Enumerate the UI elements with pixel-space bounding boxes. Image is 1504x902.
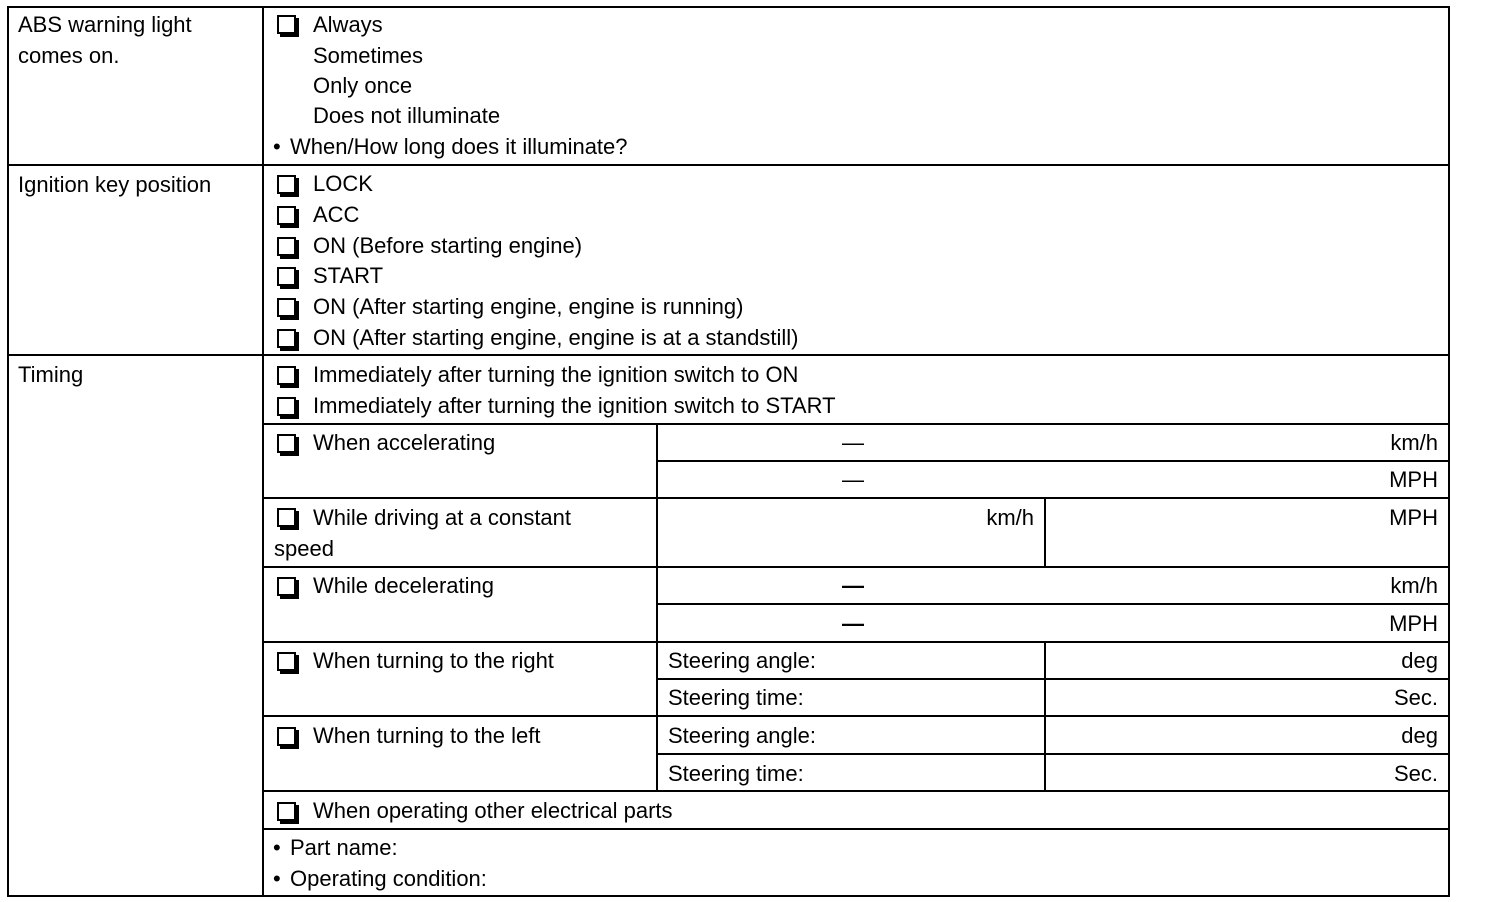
- option-on-before-start: ON (Before starting engine): [313, 233, 583, 258]
- option-turn-right: When turning to the right: [313, 648, 554, 673]
- operating-condition-field: Operating condition:: [290, 866, 487, 891]
- option-always: Always: [313, 12, 383, 37]
- turn-left-time-label: Steering time:: [668, 761, 804, 786]
- row-divider: [656, 603, 1450, 605]
- row-divider: [262, 497, 1450, 499]
- checkbox-on-before-start[interactable]: [277, 237, 296, 256]
- border-right: [1448, 6, 1450, 897]
- decelerating-mph-unit: MPH: [1389, 611, 1438, 636]
- option-after-ignition-on: Immediately after turning the ignition switch to ON: [313, 362, 799, 387]
- option-only-once: Only once: [313, 73, 413, 98]
- accelerating-mph-dash: —: [842, 467, 864, 492]
- turn-right-angle-unit: deg: [1401, 648, 1438, 673]
- turn-left-angle-label: Steering angle:: [668, 723, 816, 748]
- border-left: [7, 6, 9, 897]
- checkbox-turn-left[interactable]: [277, 727, 296, 746]
- border-top: [7, 6, 1450, 8]
- option-on-engine-standstill: ON (After starting engine, engine is at a standstill): [313, 325, 799, 350]
- turn-left-time-unit: Sec.: [1393, 761, 1438, 786]
- constant-speed-mph-unit: MPH: [1389, 505, 1438, 530]
- condition-column-divider: [656, 423, 658, 792]
- option-start: START: [313, 263, 384, 288]
- row-divider: [656, 678, 1450, 680]
- constant-speed-kmh-unit: km/h: [986, 505, 1034, 530]
- section-divider: [7, 354, 1450, 356]
- checkbox-acc[interactable]: [277, 206, 296, 225]
- turn-right-time-label: Steering time:: [668, 685, 804, 710]
- checkbox-accelerating[interactable]: [277, 434, 296, 453]
- option-constant-speed-line1: While driving at a constant: [313, 505, 572, 530]
- checkbox-after-ignition-start[interactable]: [277, 397, 296, 416]
- accelerating-mph-unit: MPH: [1389, 467, 1438, 492]
- illumination-question: When/How long does it illuminate?: [290, 134, 628, 159]
- checkbox-on-engine-standstill[interactable]: [277, 329, 296, 348]
- part-name-field: Part name:: [290, 835, 398, 860]
- decelerating-mph-dash: —: [842, 611, 864, 636]
- row-divider: [262, 423, 1450, 425]
- option-does-not-illuminate: Does not illuminate: [313, 103, 501, 128]
- value-column-divider: [1044, 641, 1046, 792]
- abs-label-line2: comes on.: [18, 43, 120, 68]
- option-sometimes: Sometimes: [313, 43, 424, 68]
- option-constant-speed-line2: speed: [274, 536, 334, 561]
- row-divider: [262, 790, 1450, 792]
- checkbox-always[interactable]: [277, 15, 296, 34]
- label-column-divider: [262, 6, 264, 897]
- option-turn-left: When turning to the left: [313, 723, 541, 748]
- timing-label: Timing: [18, 362, 84, 387]
- bullet-operating-condition: [273, 864, 281, 894]
- option-electrical-parts: When operating other electrical parts: [313, 798, 673, 823]
- section-divider: [7, 164, 1450, 166]
- option-accelerating: When accelerating: [313, 430, 496, 455]
- checkbox-after-ignition-on[interactable]: [277, 366, 296, 385]
- checkbox-lock[interactable]: [277, 175, 296, 194]
- decelerating-kmh-dash: —: [842, 573, 864, 598]
- ignition-label: Ignition key position: [18, 172, 212, 197]
- accelerating-kmh-dash: —: [842, 430, 864, 455]
- row-divider: [262, 641, 1450, 643]
- row-divider: [262, 715, 1450, 717]
- option-acc: ACC: [313, 202, 360, 227]
- checkbox-turn-right[interactable]: [277, 652, 296, 671]
- accelerating-kmh-unit: km/h: [1390, 430, 1438, 455]
- bullet-illumination-question: [273, 132, 281, 162]
- option-after-ignition-start: Immediately after turning the ignition switch to START: [313, 393, 836, 418]
- value-column-divider: [1044, 497, 1046, 568]
- decelerating-kmh-unit: km/h: [1390, 573, 1438, 598]
- turn-right-angle-label: Steering angle:: [668, 648, 816, 673]
- option-decelerating: While decelerating: [313, 573, 494, 598]
- checkbox-on-engine-running[interactable]: [277, 298, 296, 317]
- abs-label-line1: ABS warning light: [18, 12, 192, 37]
- checkbox-decelerating[interactable]: [277, 577, 296, 596]
- row-divider: [656, 753, 1450, 755]
- bullet-part-name: [273, 833, 281, 863]
- row-divider: [656, 460, 1450, 462]
- row-divider: [262, 828, 1450, 830]
- border-bottom: [7, 895, 1450, 897]
- checkbox-constant-speed[interactable]: [277, 508, 296, 527]
- checkbox-start[interactable]: [277, 267, 296, 286]
- option-on-engine-running: ON (After starting engine, engine is running): [313, 294, 744, 319]
- checkbox-electrical-parts[interactable]: [277, 802, 296, 821]
- option-lock: LOCK: [313, 171, 373, 196]
- turn-right-time-unit: Sec.: [1393, 685, 1438, 710]
- turn-left-angle-unit: deg: [1401, 723, 1438, 748]
- row-divider: [262, 566, 1450, 568]
